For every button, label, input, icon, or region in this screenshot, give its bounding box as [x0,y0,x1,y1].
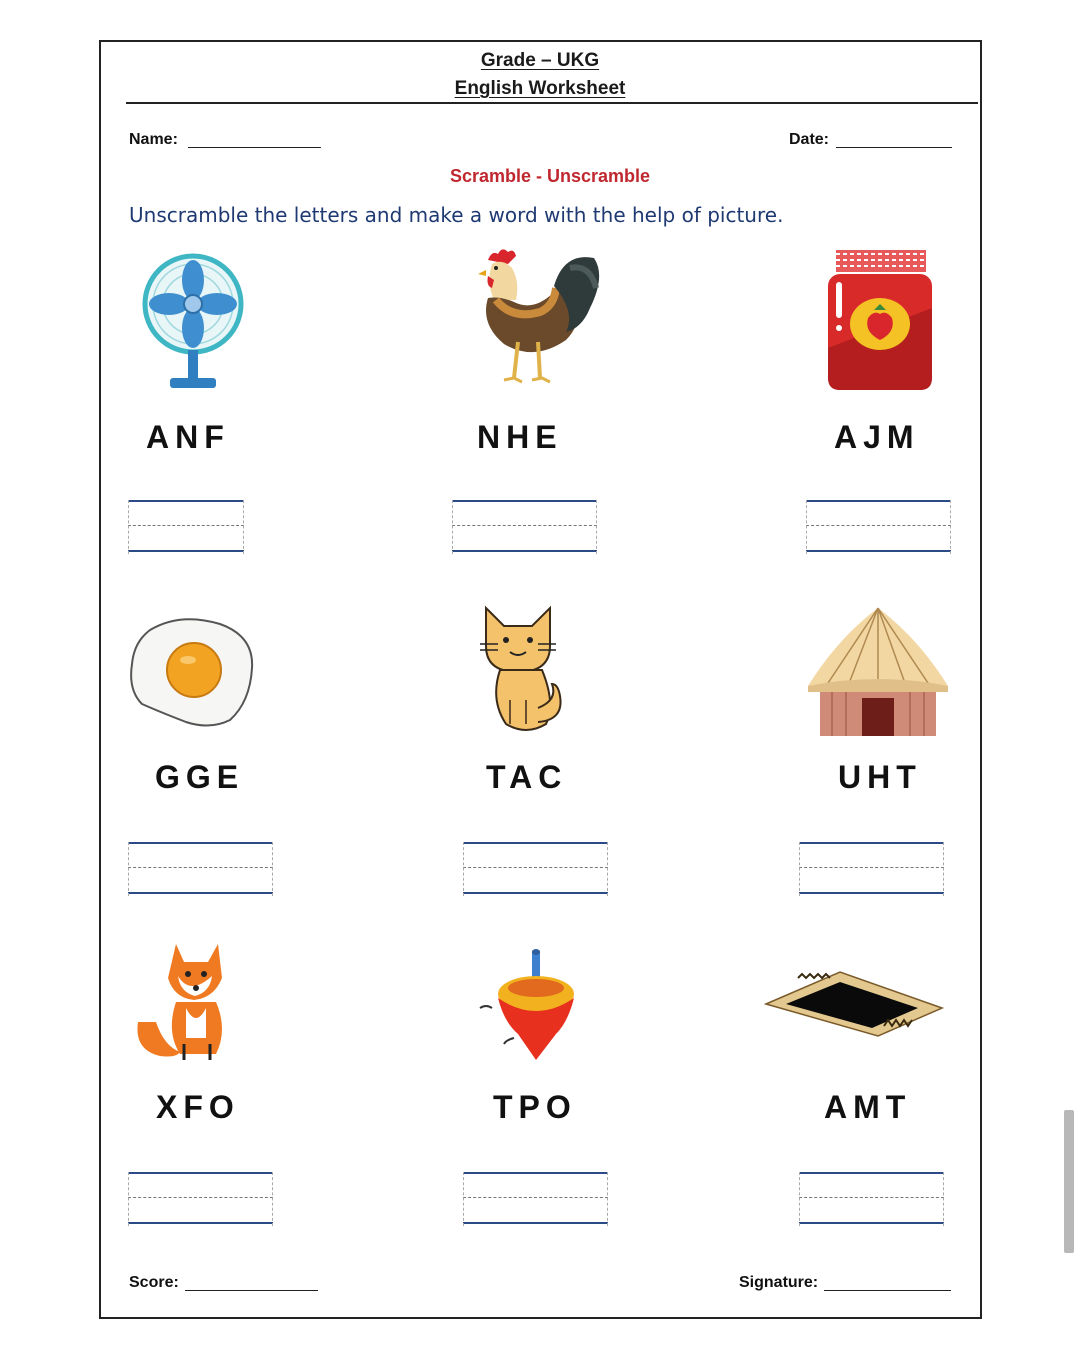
score-field[interactable] [185,1290,318,1291]
spinning-top-icon [474,948,574,1064]
hut-icon [808,606,948,738]
answer-lines[interactable] [806,500,951,554]
scrambled-word: UHT [838,759,922,795]
signature-field[interactable] [824,1290,951,1291]
worksheet-subtitle: Scramble - Unscramble [449,166,651,186]
fox-icon [130,940,240,1062]
fan-icon [140,250,246,392]
jam-jar-icon [826,248,934,392]
cat-icon [478,604,568,736]
signature-label: Signature: [739,1274,819,1291]
fried-egg-icon [130,616,254,728]
grade-title: Grade – UKG [480,50,600,71]
instruction-text: Unscramble the letters and make a word with the help of picture. [129,203,784,227]
answer-lines[interactable] [128,500,244,554]
rooster-icon [474,246,606,394]
scrambled-word: NHE [477,419,563,455]
score-label: Score: [129,1274,179,1291]
name-label: Name: [129,131,178,148]
scrambled-word: XFO [156,1089,240,1125]
answer-lines[interactable] [128,1172,273,1226]
header-divider [126,102,978,104]
answer-lines[interactable] [463,1172,608,1226]
date-field[interactable] [836,147,952,148]
scrambled-word: AMT [824,1089,912,1125]
worksheet-title: English Worksheet [454,78,626,99]
scrambled-word: AJM [834,419,920,455]
answer-lines[interactable] [799,1172,944,1226]
answer-lines[interactable] [128,842,273,896]
scrambled-word: TPO [493,1089,577,1125]
mat-icon [764,966,944,1038]
scrambled-word: ANF [146,419,230,455]
date-label: Date: [789,131,830,148]
answer-lines[interactable] [463,842,608,896]
name-field[interactable] [188,147,321,148]
answer-lines[interactable] [799,842,944,896]
scrambled-word: GGE [155,759,245,795]
scrambled-word: TAC [486,759,568,795]
scrollbar-thumb[interactable] [1064,1110,1074,1253]
answer-lines[interactable] [452,500,597,554]
